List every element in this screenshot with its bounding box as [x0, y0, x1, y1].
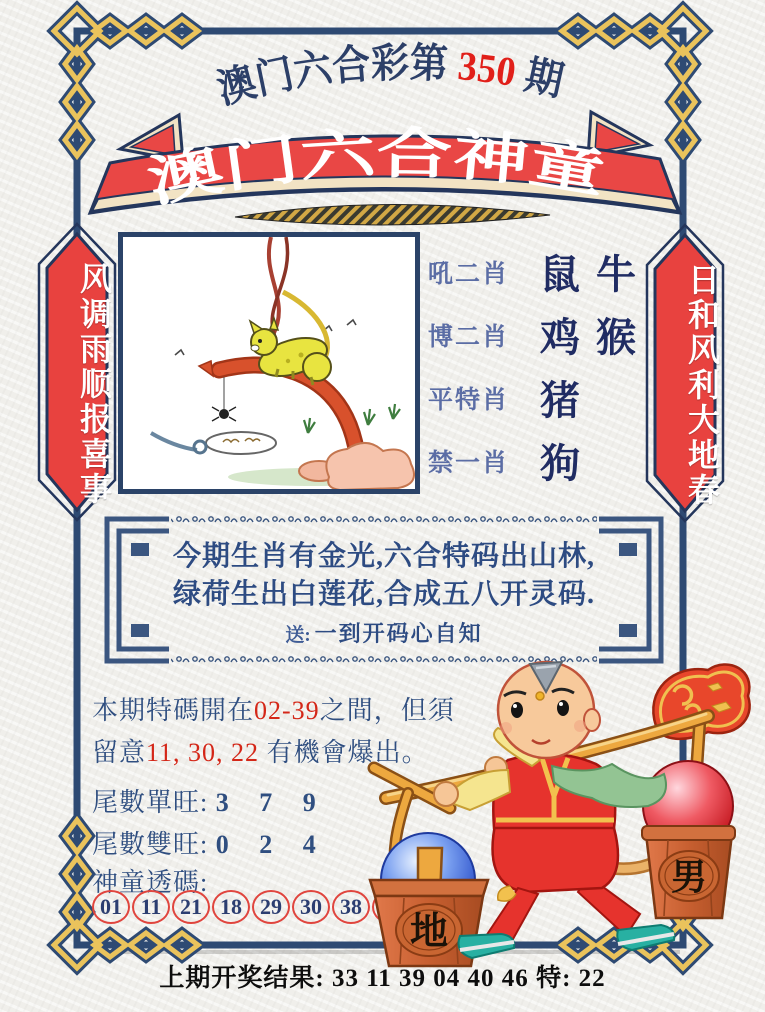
left-ribbon: [37, 222, 117, 522]
forehead-dot: [536, 692, 544, 700]
previous-results-label: 上期开奖结果:: [159, 965, 332, 992]
eye: [557, 700, 569, 716]
previous-results-numbers: 33 11 39 04 40 46: [331, 965, 537, 992]
ornament-strip-top: [171, 516, 597, 526]
banner-underside: [235, 204, 550, 225]
right-bucket-label: 男: [670, 857, 708, 897]
poem-line-2: 绿荷生出白莲花,合成五八开灵码.: [172, 579, 595, 610]
issue-title-prefix: 澳门六合彩第: [212, 40, 452, 113]
prediction-text: 本期特碼開在: [92, 696, 255, 725]
head: [498, 662, 600, 758]
special-number: 22: [578, 965, 606, 992]
prediction-range: 02-39: [254, 696, 320, 725]
pants: [493, 820, 619, 892]
gift-label: 送:: [285, 625, 311, 646]
prediction-text: 之間，但須: [319, 696, 455, 725]
right-bucket: [642, 718, 735, 918]
zodiac-answer: 狗: [540, 441, 580, 486]
zodiac-answer: 猴: [596, 315, 636, 360]
zodiac-drawing: [123, 237, 415, 489]
poem-panel: [95, 514, 673, 666]
lucky-number: 29: [252, 890, 290, 924]
zodiac-answer: 猪: [540, 378, 580, 423]
spider: [212, 377, 236, 421]
left-bucket-label: 地: [409, 911, 449, 953]
zodiac-row-label: 博二肖: [428, 323, 510, 351]
zodiac-row-label: 禁一肖: [428, 449, 510, 477]
zodiac-row-label: 吼二肖: [428, 260, 510, 288]
even-tails-values: 0 2 4: [215, 830, 328, 859]
odd-tails-values: 3 7 9: [215, 788, 328, 817]
prediction-text: 留意: [92, 738, 147, 767]
boy-with-buckets: [356, 648, 760, 972]
lucky-number: 30: [292, 890, 330, 924]
hand-front: [434, 782, 458, 806]
left-ribbon-text: 风调雨顺报喜事: [76, 261, 112, 507]
lucky-number: 21: [172, 890, 210, 924]
zodiac-row: [428, 429, 663, 492]
poem-line-1: 今期生肖有金光,六合特码出山林,: [172, 541, 595, 572]
lucky-number: 18: [212, 890, 250, 924]
right-ribbon-text: 日和风利大地春: [684, 262, 720, 508]
zodiac-row: [428, 240, 663, 303]
zodiac-row-label: 平特肖: [428, 386, 510, 414]
lucky-numbers-label: 神童透碼:: [92, 868, 209, 897]
zodiac-answer: 牛: [596, 252, 636, 297]
hole: [206, 432, 276, 454]
zodiac-answer: 鸡: [540, 315, 580, 360]
prediction-hot-numbers: 11, 30, 22: [146, 738, 260, 767]
special-label: 特:: [536, 965, 579, 992]
issue-title-suffix: 期: [520, 51, 571, 106]
lucky-number: 38: [332, 890, 370, 924]
zodiac-row: [428, 366, 663, 429]
banner-title: 澳门六合神童: [142, 122, 590, 215]
odd-tails-label: 尾數單旺:: [92, 788, 209, 817]
odd-tails-line: [92, 782, 328, 819]
poem-gift-line: [95, 617, 673, 648]
creature: [250, 292, 331, 385]
lucky-number: 11: [132, 890, 170, 924]
even-tails-line: [92, 824, 328, 861]
lucky-number: 01: [92, 890, 130, 924]
even-tails-label: 尾數雙旺:: [92, 830, 209, 859]
issue-number: 350: [455, 42, 521, 96]
prediction-text: 有機會爆出。: [259, 738, 429, 767]
zodiac-answer: 鼠: [540, 252, 580, 297]
gift-text: 一到开码心自知: [314, 621, 483, 646]
picture-box: [118, 232, 420, 494]
stick: [151, 433, 206, 453]
zodiac-predictions: [428, 240, 663, 492]
eye: [511, 702, 523, 718]
zodiac-row: [428, 303, 663, 366]
previous-results: [0, 958, 765, 994]
main-banner: [85, 103, 685, 241]
